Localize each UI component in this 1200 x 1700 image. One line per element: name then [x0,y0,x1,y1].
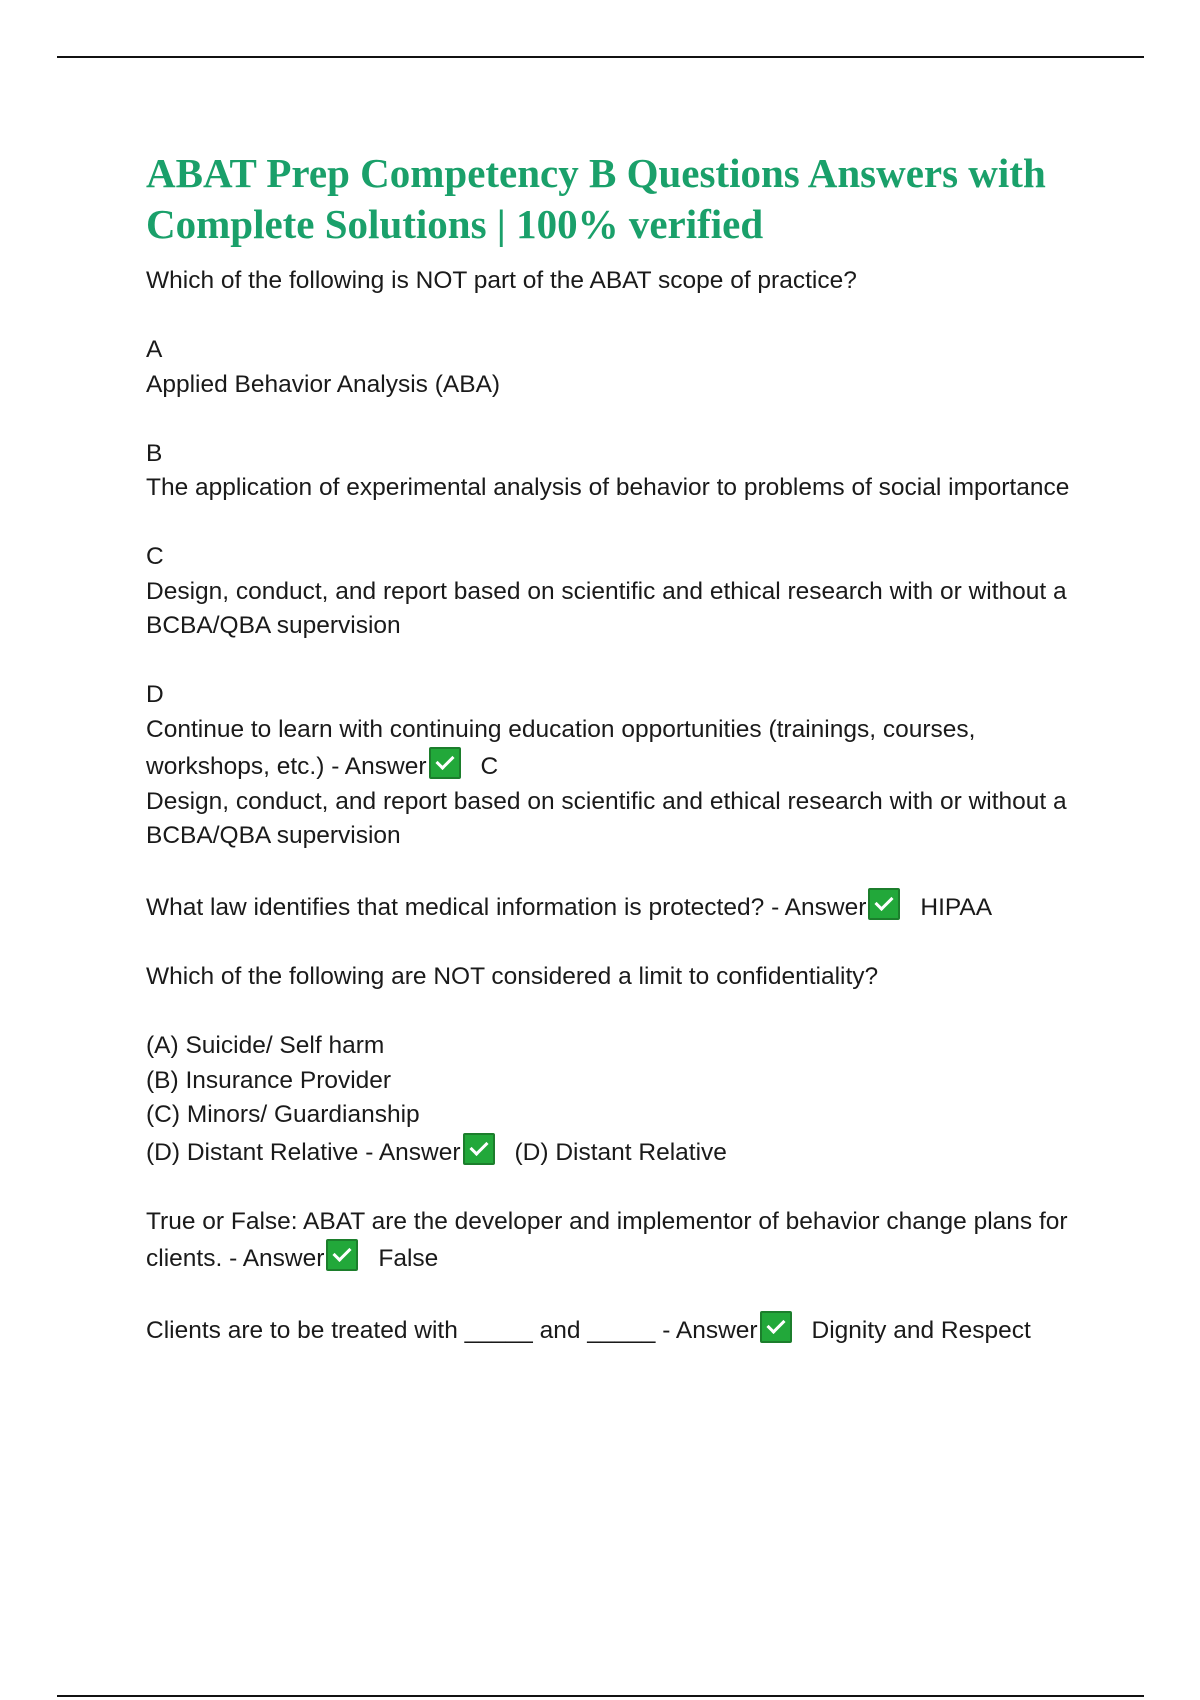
q3-question: Which of the following are NOT considered a limit to confidentiality? [146,963,879,990]
q2-answer: HIPAA [920,894,993,921]
q5-line [146,1311,1086,1349]
answer-label: - Answer [662,1317,758,1344]
header-rule [57,56,1144,58]
q1-option-a-letter: A [146,336,163,363]
answer-label: - Answer [229,1245,325,1272]
q5-answer: Dignity and Respect [811,1317,1031,1344]
check-mark-icon [429,747,461,779]
check-mark-icon [463,1133,495,1165]
q4-answer: False [378,1245,439,1272]
q3-option-d: (D) Distant Relative [146,1138,359,1166]
q1-option-d-line [146,713,1086,785]
check-mark-icon [760,1311,792,1343]
q1-option-c-text: Design, conduct, and report based on scientific and ethical research with or without a BCBA/QBA supervision [146,577,1067,639]
q1-question: Which of the following is NOT part of the ABAT scope of practice? [146,267,857,294]
q3-answer: (D) Distant Relative [514,1138,727,1166]
q3-option-d-line [146,1133,1086,1171]
document-title: ABAT Prep Competency B Questions Answers with Complete Solutions | 100% verified [146,150,1046,247]
q1-option-d-letter: D [146,681,164,708]
q3-option-a: (A) Suicide/ Self harm [146,1032,385,1059]
answer-label: - Answer [771,894,867,921]
q5-question: Clients are to be treated with _____ and _____ [146,1317,656,1344]
answer-label: - Answer [365,1138,461,1166]
answer-label: - Answer [331,753,427,780]
q4-line [146,1205,1086,1277]
check-mark-icon [326,1239,358,1271]
q1-option-b-letter: B [146,439,163,467]
q2-question: What law identifies that medical information is protected? [146,894,765,921]
q1-option-b-text: The application of experimental analysis of behavior to problems of social importance [146,474,1070,501]
q1-option-a-text: Applied Behavior Analysis (ABA) [146,370,501,398]
check-mark-icon [868,888,900,920]
q1-option-c-letter: C [146,543,164,570]
q3-option-c: (C) Minors/ Guardianship [146,1101,420,1128]
q1-answer-letter: C [480,753,499,780]
q4-question: True or False: ABAT are the developer and implementor of behavior change plans for clients. [146,1207,1068,1272]
q3-option-b: (B) Insurance Provider [146,1066,392,1094]
document-body [146,148,1086,1349]
footer-rule [57,1695,1144,1697]
q1-option-d-text: Continue to learn with continuing education opportunities (trainings, courses, workshops, etc.) [146,715,976,780]
q2-line [146,888,1086,926]
q1-answer-text: Design, conduct, and report based on scientific and ethical research with or without a BCBA/QBA supervision [146,787,1067,849]
